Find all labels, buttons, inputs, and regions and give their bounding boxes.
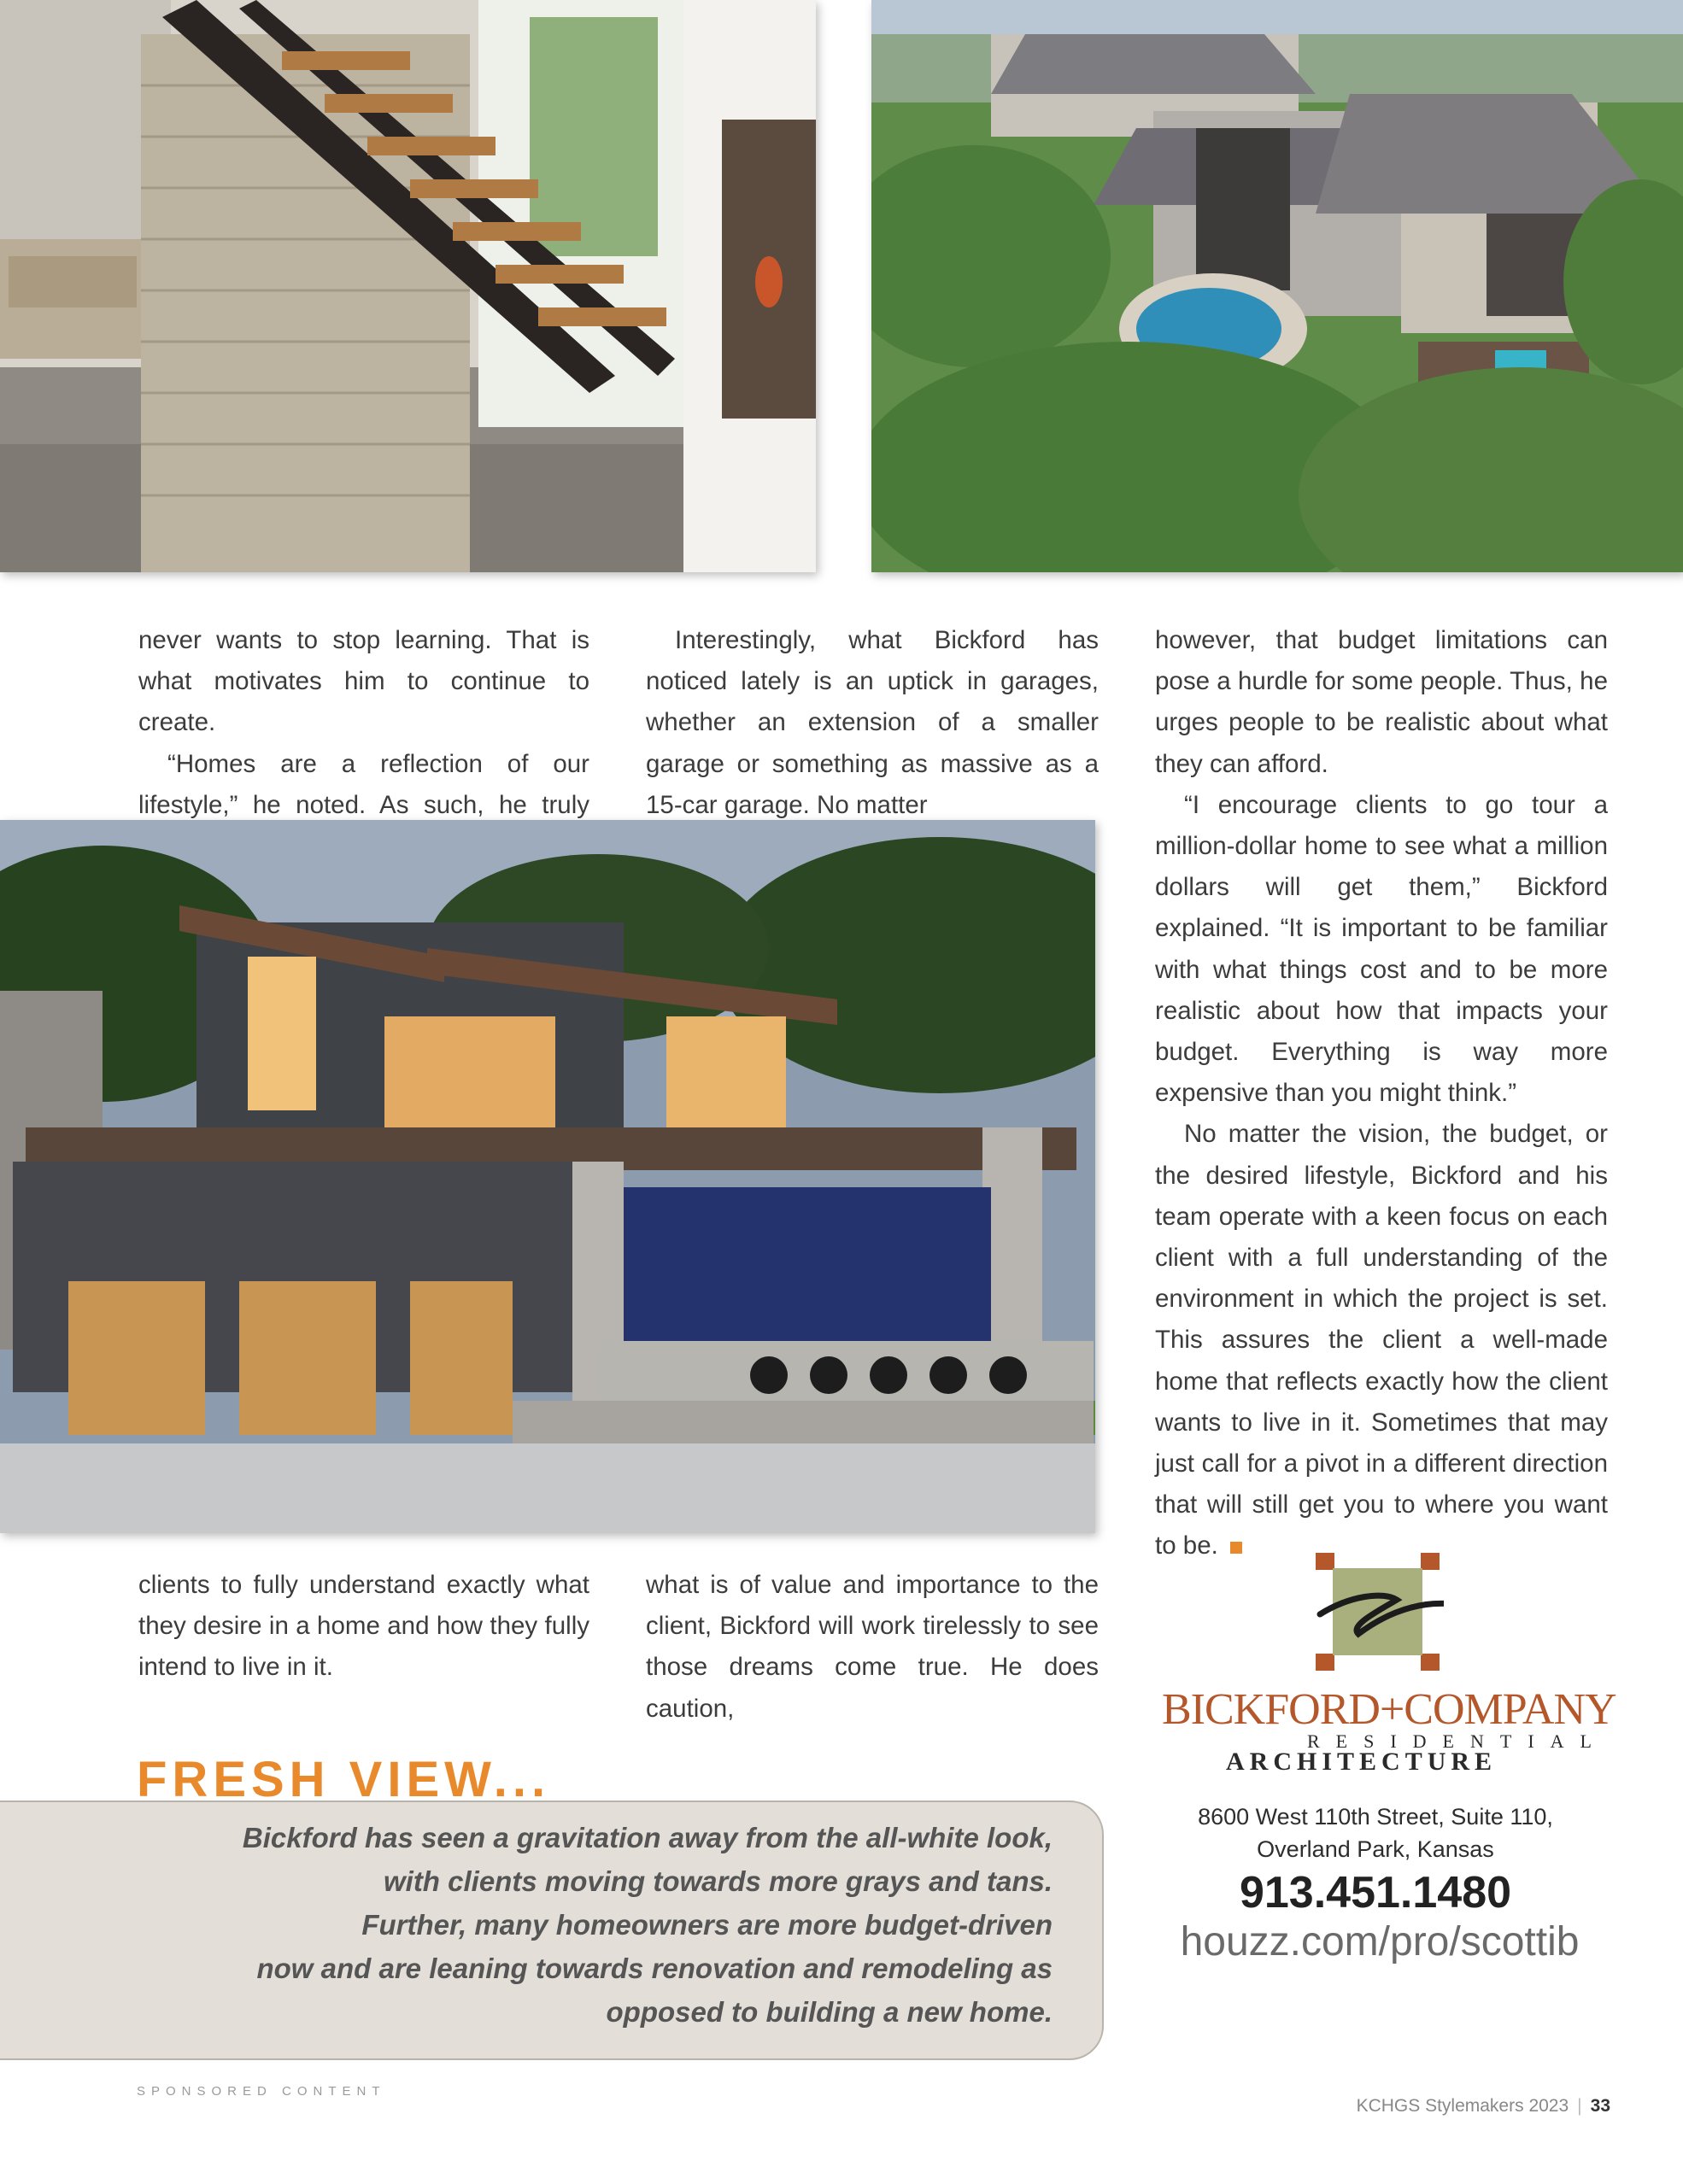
company-tagline-residential: RESIDENTIAL [1307,1730,1608,1752]
paragraph: “I encourage clients to go tour a million-dollar home to see what a million dollars will get them,” Bickford explained. “It is important to be familiar with what things cost and to be more realistic about how that impacts your budget. Everything is way more expensive than you might think.” [1155,790,1608,1108]
pullquote-text [188,1816,1053,2034]
paragraph: clients to fully understand exactly what they desire in a home and how they fully intend to live in it. [138,1571,589,1682]
publication-name: KCHGS Stylemakers 2023 [1356,2096,1569,2116]
paragraph [1155,1114,1608,1566]
company-website-link[interactable]: houzz.com/pro/scottib [1180,1919,1580,1964]
paragraph: Interestingly, what Bickford has noticed lately is an uptick in garages, whether an extension of a smaller garage or something as massive as a 15-car garage. No matter [646,626,1099,819]
paragraph: what is of value and importance to the client, Bickford will work tirelessly to see those dreams come true. He does caution, [646,1571,1099,1723]
pullquote-line: opposed to building a new home. [606,1996,1053,2028]
pullquote-line: Further, many homeowners are more budget-driven [361,1909,1053,1941]
company-name: BICKFORD+COMPANY [1162,1685,1616,1734]
company-phone: 913.451.1480 [1239,1868,1512,1918]
pullquote-line: with clients moving towards more grays and tans. [383,1865,1053,1897]
end-mark-icon [1230,1542,1242,1554]
column-right [1155,620,1608,1567]
company-logo-mark-icon [1316,1553,1444,1672]
company-address-line1: 8600 West 110th Street, Suite 110, [1198,1804,1553,1830]
company-address-line2: Overland Park, Kansas [1257,1836,1494,1862]
paragraph-text: No matter the vision, the budget, or the desired lifestyle, Bickford and his team operate with a keen focus on each client with a full understanding of the environment in which the project is set. This assures the client a well-made home that reflects exactly how the client wants to live in it. Sometimes that may just call for a pivot in a different direction that will still get you to where you want to be. [1155,1120,1608,1560]
column-bottom-middle [646,1565,1099,1730]
modern-house-dusk-photo [0,820,1095,1533]
page-footer [1357,2096,1610,2117]
column-bottom-left [138,1565,589,1689]
staircase-interior-photo [0,0,816,572]
company-tagline-architecture: ARCHITECTURE [1226,1748,1498,1776]
paragraph: “Homes are a reflection of our lifestyle,” he noted. As such, he truly [138,749,589,819]
paragraph: however, that budget limitations can pose a hurdle for some people. Thus, he urges people to be realistic about what they can afford. [1155,626,1608,778]
aerial-house-photo [871,0,1683,572]
column-top-middle [646,620,1099,826]
pullquote-title: FRESH VIEW... [137,1752,551,1807]
pullquote-line: Bickford has seen a gravitation away from the all-white look, [242,1822,1053,1853]
pullquote-line: now and are leaning towards renovation and remodeling as [256,1953,1053,1984]
page-number: 33 [1590,2096,1610,2116]
sponsored-label: SPONSORED CONTENT [137,2084,386,2099]
footer-divider: | [1577,2096,1582,2116]
paragraph: never wants to stop learning. That is what motivates him to continue to create. [138,626,589,737]
